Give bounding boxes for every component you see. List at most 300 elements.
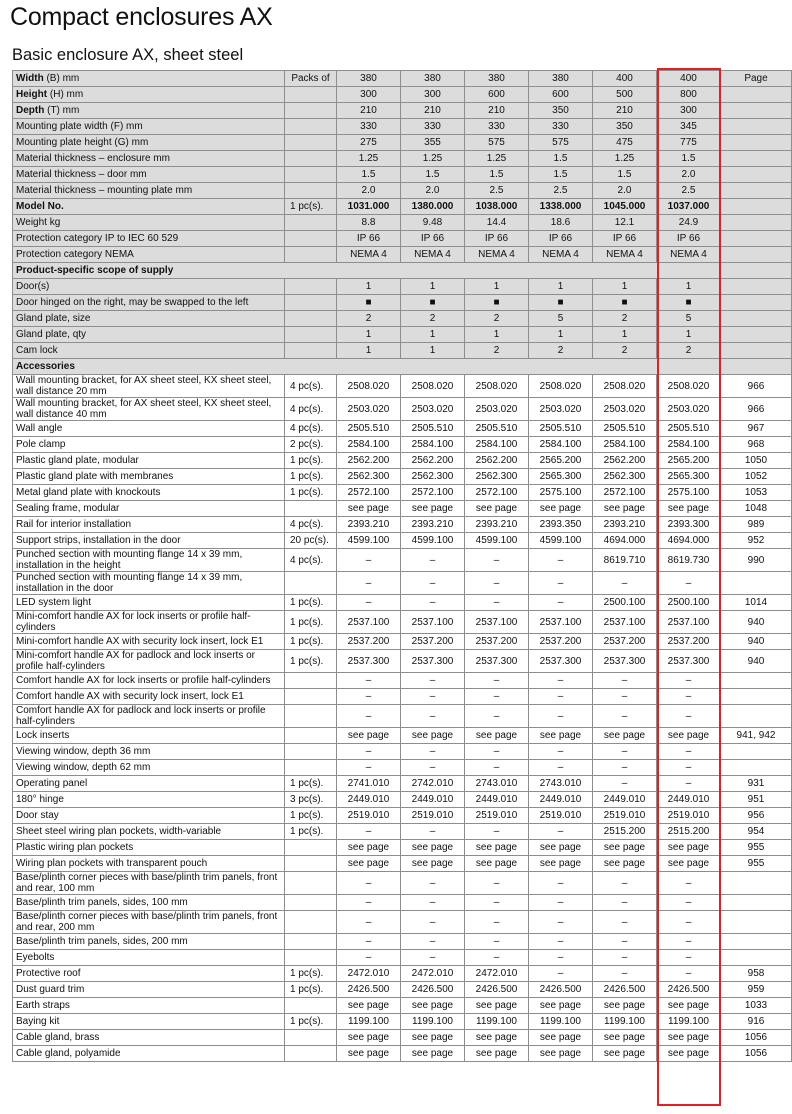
accessory-row [13, 1014, 792, 1030]
accessory-label: Mini-comfort handle AX for lock inserts or profile half-cylinders [13, 611, 285, 634]
value-cell: 300 [337, 87, 401, 103]
accessory-page: 1048 [721, 501, 792, 517]
value-cell: see page [465, 840, 529, 856]
value-cell: 1045.000 [593, 199, 657, 215]
value-cell: – [529, 911, 593, 934]
accessory-row [13, 1046, 792, 1062]
value-cell: ■ [337, 295, 401, 311]
accessory-row [13, 485, 792, 501]
value-cell: – [593, 950, 657, 966]
value-cell: 330 [465, 119, 529, 135]
value-cell: 330 [337, 119, 401, 135]
value-cell: ■ [657, 295, 721, 311]
value-cell: 2584.100 [401, 437, 465, 453]
value-cell: ■ [401, 295, 465, 311]
value-cell: 2393.210 [337, 517, 401, 533]
value-cell: 1 [529, 327, 593, 343]
value-cell: see page [401, 1030, 465, 1046]
accessory-label: Baying kit [13, 1014, 285, 1030]
value-cell: 1.25 [593, 151, 657, 167]
value-cell: IP 66 [465, 231, 529, 247]
value-cell: – [657, 895, 721, 911]
value-cell: 1.5 [593, 167, 657, 183]
value-cell: 2537.100 [337, 611, 401, 634]
value-cell: 2503.020 [657, 398, 721, 421]
header-row [13, 71, 792, 87]
accessory-label: Cable gland, polyamide [13, 1046, 285, 1062]
value-cell: 2562.300 [401, 469, 465, 485]
value-cell: 400 [593, 71, 657, 87]
value-cell: – [337, 824, 401, 840]
accessory-page: 967 [721, 421, 792, 437]
accessory-packs: 1 pc(s). [285, 650, 337, 673]
value-cell: 2537.100 [657, 611, 721, 634]
accessory-label: Comfort handle AX for lock inserts or profile half-cylinders [13, 673, 285, 689]
value-cell: – [337, 744, 401, 760]
section-heading-accessories [13, 359, 792, 375]
page-cell [721, 327, 792, 343]
value-cell: – [401, 872, 465, 895]
packs-cell [285, 135, 337, 151]
page-cell [721, 231, 792, 247]
accessory-page [721, 934, 792, 950]
row-label-bold: Width [16, 73, 44, 84]
value-cell: – [465, 824, 529, 840]
accessory-label: Punched section with mounting flange 14 x 39 mm, installation in the door [13, 572, 285, 595]
page-cell [721, 279, 792, 295]
value-cell: 380 [529, 71, 593, 87]
page-title: Compact enclosures AX [10, 3, 273, 31]
value-cell: 2537.100 [401, 611, 465, 634]
value-cell: – [593, 934, 657, 950]
accessory-label: Pole clamp [13, 437, 285, 453]
value-cell: see page [401, 998, 465, 1014]
value-cell: 400 [657, 71, 721, 87]
value-cell: see page [401, 840, 465, 856]
value-cell: 2572.100 [465, 485, 529, 501]
spec-row [13, 103, 792, 119]
accessory-row [13, 595, 792, 611]
accessory-page: 968 [721, 437, 792, 453]
value-cell: – [465, 595, 529, 611]
accessory-page: 1052 [721, 469, 792, 485]
value-cell: 1 [401, 279, 465, 295]
accessory-row [13, 966, 792, 982]
value-cell: 1 [657, 327, 721, 343]
value-cell: – [337, 911, 401, 934]
value-cell: 2565.300 [657, 469, 721, 485]
packs-cell [285, 215, 337, 231]
value-cell: 5 [657, 311, 721, 327]
page-cell [721, 119, 792, 135]
scope-label: Gland plate, qty [13, 327, 285, 343]
value-cell: see page [529, 728, 593, 744]
value-cell: 2508.020 [529, 375, 593, 398]
value-cell: 2743.010 [465, 776, 529, 792]
accessory-packs [285, 728, 337, 744]
value-cell: 2562.200 [401, 453, 465, 469]
value-cell: – [337, 705, 401, 728]
value-cell: 1038.000 [465, 199, 529, 215]
accessory-row [13, 650, 792, 673]
packs-cell [285, 343, 337, 359]
value-cell: 2519.010 [529, 808, 593, 824]
value-cell: 2393.300 [657, 517, 721, 533]
value-cell: see page [657, 1030, 721, 1046]
value-cell: 2537.100 [465, 611, 529, 634]
accessory-packs: 1 pc(s). [285, 966, 337, 982]
value-cell: 2519.010 [337, 808, 401, 824]
accessory-page: 959 [721, 982, 792, 998]
value-cell: – [337, 572, 401, 595]
detail-label: Weight kg [13, 215, 285, 231]
value-cell: – [465, 572, 529, 595]
value-cell: see page [337, 856, 401, 872]
value-cell: – [593, 744, 657, 760]
value-cell: 2575.100 [657, 485, 721, 501]
accessory-row [13, 840, 792, 856]
value-cell: 4599.100 [465, 533, 529, 549]
value-cell: IP 66 [337, 231, 401, 247]
value-cell: 2500.100 [657, 595, 721, 611]
accessory-label: Dust guard trim [13, 982, 285, 998]
accessory-row [13, 856, 792, 872]
value-cell: – [465, 895, 529, 911]
value-cell: 210 [465, 103, 529, 119]
accessory-row [13, 634, 792, 650]
value-cell: – [401, 595, 465, 611]
value-cell: 2426.500 [529, 982, 593, 998]
value-cell: 4599.100 [401, 533, 465, 549]
value-cell: 2565.300 [529, 469, 593, 485]
value-cell: – [401, 824, 465, 840]
accessory-label: Support strips, installation in the door [13, 533, 285, 549]
value-cell: see page [529, 840, 593, 856]
accessory-page: 966 [721, 398, 792, 421]
accessory-page: 989 [721, 517, 792, 533]
accessory-label: Wiring plan pockets with transparent pouch [13, 856, 285, 872]
accessory-label: Cable gland, brass [13, 1030, 285, 1046]
value-cell: 600 [529, 87, 593, 103]
value-cell: 8.8 [337, 215, 401, 231]
value-cell: 1 [593, 327, 657, 343]
accessory-label: Punched section with mounting flange 14 x 39 mm, installation in the height [13, 549, 285, 572]
accessory-label: Rail for interior installation [13, 517, 285, 533]
accessory-label: Base/plinth trim panels, sides, 100 mm [13, 895, 285, 911]
accessory-page: 956 [721, 808, 792, 824]
accessory-row [13, 728, 792, 744]
accessory-page: 1056 [721, 1030, 792, 1046]
value-cell: 350 [529, 103, 593, 119]
accessory-page [721, 572, 792, 595]
value-cell: NEMA 4 [529, 247, 593, 263]
accessory-label: Viewing window, depth 36 mm [13, 744, 285, 760]
value-cell: 330 [401, 119, 465, 135]
row-label-unit: (B) mm [43, 73, 80, 84]
accessory-row [13, 549, 792, 572]
packs-cell [285, 327, 337, 343]
value-cell: 2.0 [657, 167, 721, 183]
value-cell: see page [465, 501, 529, 517]
value-cell: 2 [593, 311, 657, 327]
value-cell: 2537.300 [337, 650, 401, 673]
accessory-packs: 2 pc(s). [285, 437, 337, 453]
value-cell: 2537.300 [465, 650, 529, 673]
value-cell: 775 [657, 135, 721, 151]
value-cell: – [465, 705, 529, 728]
value-cell: – [337, 950, 401, 966]
accessory-page: 955 [721, 856, 792, 872]
accessory-packs [285, 998, 337, 1014]
value-cell: 1 [593, 279, 657, 295]
value-cell: – [657, 760, 721, 776]
value-cell: 2537.200 [465, 634, 529, 650]
accessory-page [721, 673, 792, 689]
accessory-packs: 4 pc(s). [285, 517, 337, 533]
page-cell [721, 103, 792, 119]
accessory-row [13, 934, 792, 950]
value-cell: 1.5 [465, 167, 529, 183]
value-cell: – [401, 950, 465, 966]
value-cell: 2508.020 [401, 375, 465, 398]
value-cell: – [401, 911, 465, 934]
value-cell: 2.5 [465, 183, 529, 199]
value-cell: 300 [401, 87, 465, 103]
value-cell: 2472.010 [465, 966, 529, 982]
value-cell: – [529, 673, 593, 689]
accessory-row [13, 689, 792, 705]
value-cell: see page [593, 501, 657, 517]
value-cell: 2505.510 [337, 421, 401, 437]
accessory-page: 955 [721, 840, 792, 856]
accessory-row [13, 744, 792, 760]
accessory-page: 952 [721, 533, 792, 549]
value-cell: – [401, 760, 465, 776]
accessory-page [721, 705, 792, 728]
value-cell: 2508.020 [657, 375, 721, 398]
value-cell: 500 [593, 87, 657, 103]
value-cell: 2 [529, 343, 593, 359]
page-cell [721, 183, 792, 199]
row-label-unit: (T) mm [44, 105, 80, 116]
accessory-packs [285, 1046, 337, 1062]
value-cell: 2449.010 [465, 792, 529, 808]
accessory-row [13, 453, 792, 469]
detail-row [13, 215, 792, 231]
value-cell: 2537.300 [657, 650, 721, 673]
spec-row [13, 167, 792, 183]
value-cell: – [401, 572, 465, 595]
value-cell: IP 66 [529, 231, 593, 247]
value-cell: – [465, 872, 529, 895]
value-cell: – [657, 673, 721, 689]
accessory-packs [285, 760, 337, 776]
page-cell [721, 215, 792, 231]
value-cell: 2 [401, 311, 465, 327]
value-cell: 2537.300 [529, 650, 593, 673]
value-cell: 345 [657, 119, 721, 135]
spec-label: Mounting plate height (G) mm [13, 135, 285, 151]
accessory-label: Base/plinth corner pieces with base/plinth trim panels, front and rear, 200 mm [13, 911, 285, 934]
accessory-row [13, 437, 792, 453]
value-cell: 2449.010 [337, 792, 401, 808]
value-cell: 2426.500 [337, 982, 401, 998]
detail-label: Protection category IP to IEC 60 529 [13, 231, 285, 247]
value-cell: 2449.010 [657, 792, 721, 808]
value-cell: 2537.300 [401, 650, 465, 673]
value-cell: – [529, 549, 593, 572]
scope-label: Door hinged on the right, may be swapped to the left [13, 295, 285, 311]
accessory-packs: 4 pc(s). [285, 375, 337, 398]
value-cell: 2505.510 [401, 421, 465, 437]
accessory-packs: 1 pc(s). [285, 595, 337, 611]
packs-cell [285, 119, 337, 135]
accessory-row [13, 760, 792, 776]
accessory-label: 180° hinge [13, 792, 285, 808]
value-cell: see page [401, 728, 465, 744]
accessory-packs [285, 840, 337, 856]
accessory-label: Wall mounting bracket, for AX sheet steel, KX sheet steel, wall distance 40 mm [13, 398, 285, 421]
value-cell: 2741.010 [337, 776, 401, 792]
page-subtitle: Basic enclosure AX, sheet steel [12, 46, 244, 64]
value-cell: – [593, 966, 657, 982]
accessory-label: Sealing frame, modular [13, 501, 285, 517]
accessory-row [13, 776, 792, 792]
accessory-page: 1050 [721, 453, 792, 469]
value-cell: see page [593, 856, 657, 872]
value-cell: 210 [337, 103, 401, 119]
page-cell [721, 311, 792, 327]
value-cell: – [593, 911, 657, 934]
value-cell: 2572.100 [401, 485, 465, 501]
accessory-row [13, 824, 792, 840]
accessory-row [13, 673, 792, 689]
value-cell: – [529, 950, 593, 966]
value-cell: – [529, 744, 593, 760]
value-cell: 2503.020 [593, 398, 657, 421]
value-cell: 2537.300 [593, 650, 657, 673]
accessory-packs: 20 pc(s). [285, 533, 337, 549]
model-packs: 1 pc(s). [285, 199, 337, 215]
spec-label [13, 103, 285, 119]
value-cell: 1031.000 [337, 199, 401, 215]
value-cell: 2 [593, 343, 657, 359]
value-cell: 2 [465, 343, 529, 359]
accessory-label: Door stay [13, 808, 285, 824]
value-cell: 1.25 [465, 151, 529, 167]
value-cell: 1380.000 [401, 199, 465, 215]
value-cell: 2519.010 [465, 808, 529, 824]
value-cell: 2505.510 [593, 421, 657, 437]
accessory-label: LED system light [13, 595, 285, 611]
accessories-heading: Accessories [13, 359, 792, 375]
value-cell: 1 [465, 279, 529, 295]
accessory-label: Earth straps [13, 998, 285, 1014]
accessory-packs: 4 pc(s). [285, 398, 337, 421]
row-label-unit: (H) mm [47, 89, 84, 100]
value-cell: 24.9 [657, 215, 721, 231]
value-cell: – [465, 673, 529, 689]
value-cell: 2503.020 [337, 398, 401, 421]
accessory-row [13, 501, 792, 517]
value-cell: 4599.100 [337, 533, 401, 549]
accessory-packs [285, 501, 337, 517]
value-cell: – [529, 760, 593, 776]
value-cell: 2393.210 [465, 517, 529, 533]
value-cell: – [465, 911, 529, 934]
spec-row [13, 87, 792, 103]
accessory-row [13, 611, 792, 634]
enclosure-spec-table [12, 70, 792, 1062]
accessory-packs: 1 pc(s). [285, 982, 337, 998]
accessory-page: 966 [721, 375, 792, 398]
value-cell: 2 [337, 311, 401, 327]
value-cell: 1.25 [337, 151, 401, 167]
value-cell: see page [657, 840, 721, 856]
value-cell: 2537.100 [593, 611, 657, 634]
value-cell: 2562.200 [337, 453, 401, 469]
accessory-packs: 3 pc(s). [285, 792, 337, 808]
value-cell: 2508.020 [465, 375, 529, 398]
packs-cell [285, 231, 337, 247]
value-cell: 2565.200 [657, 453, 721, 469]
accessory-row [13, 895, 792, 911]
value-cell: see page [401, 501, 465, 517]
detail-label: Protection category NEMA [13, 247, 285, 263]
value-cell: 2584.100 [529, 437, 593, 453]
accessory-page: 990 [721, 549, 792, 572]
value-cell: 2537.200 [593, 634, 657, 650]
accessory-packs: 1 pc(s). [285, 485, 337, 501]
value-cell: see page [529, 501, 593, 517]
packs-header: Packs of [285, 71, 337, 87]
value-cell: 2537.200 [657, 634, 721, 650]
value-cell: 330 [529, 119, 593, 135]
value-cell: 1199.100 [593, 1014, 657, 1030]
value-cell: – [593, 895, 657, 911]
value-cell: 600 [465, 87, 529, 103]
value-cell: IP 66 [401, 231, 465, 247]
accessory-page: 916 [721, 1014, 792, 1030]
spec-label: Material thickness – door mm [13, 167, 285, 183]
accessory-page: 1033 [721, 998, 792, 1014]
value-cell: see page [593, 1046, 657, 1062]
value-cell: – [337, 895, 401, 911]
value-cell: NEMA 4 [337, 247, 401, 263]
page-cell [721, 199, 792, 215]
detail-row [13, 247, 792, 263]
value-cell: 2562.200 [593, 453, 657, 469]
value-cell: see page [465, 856, 529, 872]
value-cell: 2503.020 [401, 398, 465, 421]
value-cell: see page [593, 1030, 657, 1046]
value-cell: 4599.100 [529, 533, 593, 549]
value-cell: 2449.010 [401, 792, 465, 808]
value-cell: 2508.020 [593, 375, 657, 398]
value-cell: 1.5 [337, 167, 401, 183]
accessory-page: 1014 [721, 595, 792, 611]
value-cell: – [337, 549, 401, 572]
value-cell: see page [593, 998, 657, 1014]
value-cell: – [465, 950, 529, 966]
value-cell: 2472.010 [337, 966, 401, 982]
value-cell: 1199.100 [337, 1014, 401, 1030]
value-cell: – [401, 705, 465, 728]
accessory-packs: 1 pc(s). [285, 634, 337, 650]
value-cell: see page [657, 856, 721, 872]
value-cell: 2743.010 [529, 776, 593, 792]
value-cell: 575 [465, 135, 529, 151]
